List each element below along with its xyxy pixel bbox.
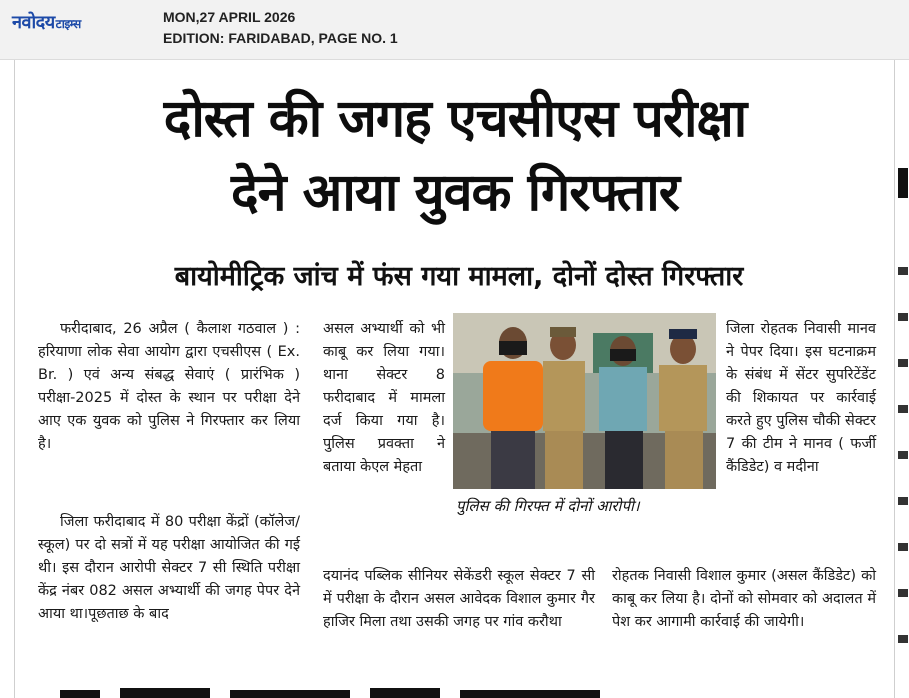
article-column-3-continued: रोहतक निवासी विशाल कुमार (असल कैंडिडेट) को काबू कर लिया है। दोनों को सोमवार को अदालत में पेश कर आगामी कार्रवाई की जायेगी।: [612, 568, 876, 630]
edition-page-info: EDITION: FARIDABAD, PAGE NO. 1: [163, 30, 398, 46]
cutoff-headline-glyphs: [40, 682, 640, 698]
adjacent-article-text-edge: [896, 255, 908, 675]
page-right-border: [894, 60, 895, 698]
article-paragraph-wide: दयानंद पब्लिक सीनियर सेकेंडरी स्कूल सेक्टर 7 सी में परीक्षा के दौरान असल आवेदक विशाल कुमार गैर हाजिर मिला तथा उसकी जगह पर गांव करौथा: [323, 568, 595, 630]
next-article-headline-cutoff: [40, 682, 640, 698]
photo-caption: पुलिस की गिरफ्त में दोनों आरोपी।: [456, 497, 640, 515]
masthead-bar: [0, 0, 909, 60]
arrest-photo-illustration: [453, 313, 716, 489]
adjacent-article-headline-edge: [896, 150, 908, 210]
article-column-3-text: जिला रोहतक निवासी मानव ने पेपर दिया। इस घटनाक्रम के संबंध में सेंटर सुपरिटेंडेंट की शिकायत पर कार्रवाई करते हुए पुलिस चौकी सेक्टर 7 की टीम ने मानव ( फर्जी कैंडिडेट) व मदीना: [726, 321, 876, 475]
headline-line-1: दोस्त की जगह एचसीएस परीक्षा: [163, 89, 747, 149]
logo-main-text: नवोदय: [12, 12, 55, 33]
page-left-border: [14, 60, 15, 698]
edge-text-glyphs: [896, 255, 908, 675]
article-photo: [453, 313, 716, 489]
article-subheadline: बायोमीट्रिक जांच में फंस गया मामला, दोनों दोस्त गिरफ्तार: [174, 261, 744, 292]
article-headline: [40, 82, 870, 230]
article-column-2-text: असल अभ्यार्थी को भी काबू कर लिया गया। थाना सेक्टर 8 फरीदाबाद में मामला दर्ज किया गया है। पुलिस प्रवक्ता ने बताया केएल मेहता: [323, 321, 445, 475]
edge-glyph: [896, 150, 908, 210]
newspaper-logo[interactable]: [12, 10, 81, 34]
headline-line-2: देने आया युवक गिरफ्तार: [231, 163, 679, 223]
logo-sub-text: टाइम्स: [55, 17, 81, 31]
article-paragraph-1: फरीदाबाद, 26 अप्रैल ( कैलाश गठवाल ) : हरियाणा लोक सेवा आयोग द्वारा एचसीएस ( Ex. Br. ) एवं अन्य संबद्ध सेवाएं ( प्रारंभिक ) परीक्षा-2025 में दोस्त के स्थान पर परीक्षा देने आए एक युवक को पुलिस ने गिरफ्तार कर लिया है।: [38, 321, 300, 452]
edition-date: MON,27 APRIL 2026: [163, 9, 296, 25]
article-paragraph-2: जिला फरीदाबाद में 80 परीक्षा केंद्रों (कॉलेज/स्कूल) पर दो सत्रों में यह परीक्षा आयोजित की गई थी। इस दौरान आरोपी सेक्टर 7 सी स्थिति परीक्षा केंद्र नंबर 082 असल अभ्यार्थी की जगह पेपर देने आया था।पूछताछ के बाद: [38, 514, 300, 622]
